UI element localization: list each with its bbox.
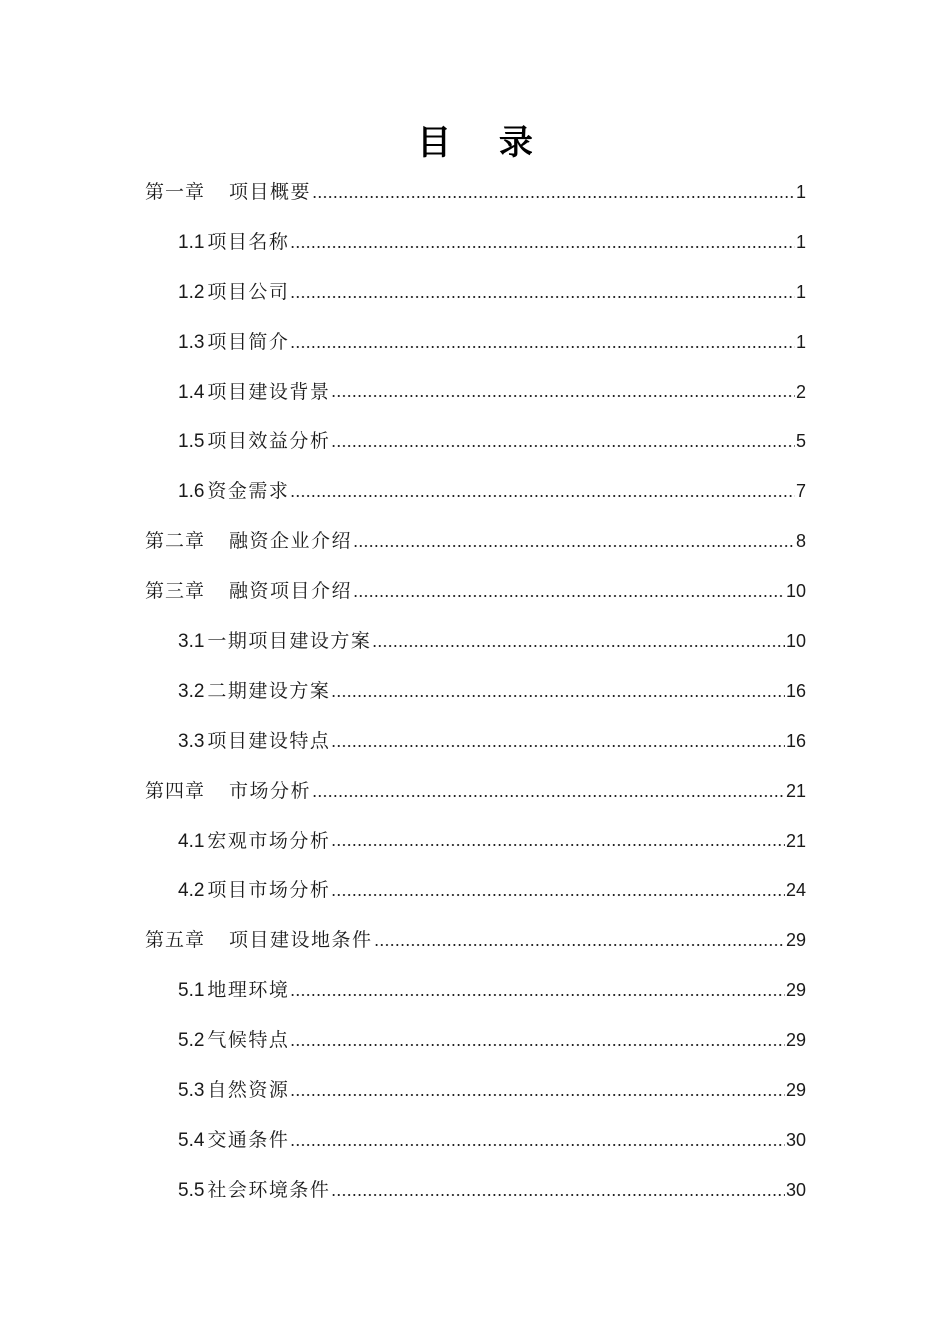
dot-leader — [290, 495, 795, 497]
page-number: 16 — [785, 730, 806, 751]
toc-entry-5-1[interactable] — [145, 966, 806, 1016]
section-number: 5.2 — [178, 1030, 205, 1052]
page-number: 2 — [795, 381, 806, 402]
toc-entry-4-1[interactable] — [145, 817, 806, 867]
dot-leader — [374, 944, 785, 946]
toc-entry-5-4[interactable] — [145, 1116, 806, 1166]
section-number: 5.4 — [178, 1129, 205, 1151]
entry-label: 资金需求 — [207, 481, 290, 503]
table-of-contents — [145, 168, 806, 1216]
entry-label: 项目公司 — [207, 281, 290, 303]
entry-label: 宏观市场分析 — [207, 830, 331, 852]
entry-label: 市场分析 — [229, 780, 312, 802]
entry-label: 项目效益分析 — [207, 431, 331, 453]
section-number: 4.1 — [178, 830, 205, 852]
entry-label: 一期项目建设方案 — [207, 631, 372, 653]
section-number: 5.5 — [178, 1179, 205, 1201]
page-number: 21 — [785, 780, 806, 801]
dot-leader — [372, 645, 785, 647]
entry-label: 气候特点 — [207, 1030, 290, 1052]
entry-label: 项目概要 — [229, 182, 312, 203]
toc-entry-1-1[interactable] — [145, 218, 806, 268]
page-number: 1 — [795, 331, 806, 352]
section-number: 1.3 — [178, 331, 205, 353]
page-number: 1 — [795, 231, 806, 252]
entry-label: 融资企业介绍 — [229, 531, 353, 553]
page-number: 21 — [785, 830, 806, 851]
toc-entry-chapter-1[interactable] — [145, 168, 806, 218]
page-number: 7 — [795, 481, 806, 502]
page-number: 29 — [785, 1080, 806, 1101]
entry-label: 项目名称 — [207, 231, 290, 253]
toc-entry-5-2[interactable] — [145, 1016, 806, 1066]
dot-leader — [290, 346, 795, 348]
chapter-number: 第一章 — [145, 182, 206, 203]
toc-entry-4-2[interactable] — [145, 866, 806, 916]
dot-leader — [312, 795, 785, 797]
toc-entry-1-2[interactable] — [145, 268, 806, 318]
toc-entry-1-3[interactable] — [145, 318, 806, 368]
chapter-number: 第二章 — [145, 531, 206, 553]
toc-entry-5-5[interactable] — [145, 1166, 806, 1216]
page-number: 10 — [785, 631, 806, 652]
toc-entry-1-5[interactable] — [145, 417, 806, 467]
entry-label: 项目建设背景 — [207, 381, 331, 403]
page-number: 1 — [795, 281, 806, 302]
dot-leader — [290, 994, 785, 996]
toc-entry-chapter-3[interactable] — [145, 567, 806, 617]
section-number: 5.1 — [178, 980, 205, 1002]
entry-label: 项目建设地条件 — [229, 930, 373, 952]
entry-label: 融资项目介绍 — [229, 581, 353, 603]
dot-leader — [353, 545, 795, 547]
page-number: 5 — [795, 431, 806, 452]
dot-leader — [312, 196, 795, 198]
page-number: 10 — [785, 581, 806, 602]
dot-leader — [290, 1044, 785, 1046]
dot-leader — [353, 595, 785, 597]
toc-entry-3-1[interactable] — [145, 617, 806, 667]
toc-entry-chapter-5[interactable] — [145, 916, 806, 966]
toc-entry-5-3[interactable] — [145, 1066, 806, 1116]
section-number: 1.2 — [178, 281, 205, 303]
section-number: 3.3 — [178, 730, 205, 752]
section-number: 1.4 — [178, 381, 205, 403]
entry-label: 交通条件 — [207, 1129, 290, 1151]
page-number: 29 — [785, 930, 806, 951]
page-number: 29 — [785, 1030, 806, 1051]
toc-entry-1-6[interactable] — [145, 467, 806, 517]
section-number: 3.1 — [178, 631, 205, 653]
dot-leader — [290, 296, 795, 298]
chapter-number: 第四章 — [145, 780, 206, 802]
chapter-number: 第三章 — [145, 581, 206, 603]
toc-title: 目 录 — [417, 123, 551, 163]
dot-leader — [290, 246, 795, 248]
dot-leader — [290, 1144, 785, 1146]
page-number: 1 — [795, 182, 806, 202]
toc-entry-3-2[interactable] — [145, 667, 806, 717]
dot-leader — [331, 445, 795, 447]
dot-leader — [331, 894, 785, 896]
page-number: 30 — [785, 1129, 806, 1150]
entry-label: 项目简介 — [207, 331, 290, 353]
dot-leader — [331, 745, 785, 747]
dot-leader — [331, 695, 785, 697]
section-number: 1.6 — [178, 481, 205, 503]
section-number: 5.3 — [178, 1080, 205, 1102]
page-number: 16 — [785, 680, 806, 701]
entry-label: 地理环境 — [207, 980, 290, 1002]
page-number: 8 — [795, 531, 806, 552]
toc-entry-chapter-2[interactable] — [145, 517, 806, 567]
toc-entry-3-3[interactable] — [145, 717, 806, 767]
page-number: 30 — [785, 1179, 806, 1200]
section-number: 1.1 — [178, 231, 205, 253]
section-number: 4.2 — [178, 880, 205, 902]
toc-entry-chapter-4[interactable] — [145, 767, 806, 817]
page-number: 24 — [785, 880, 806, 901]
entry-label: 二期建设方案 — [207, 680, 331, 702]
chapter-number: 第五章 — [145, 930, 206, 952]
entry-label: 自然资源 — [207, 1080, 290, 1102]
entry-label: 项目建设特点 — [207, 730, 331, 752]
entry-label: 社会环境条件 — [207, 1179, 331, 1201]
page-number: 29 — [785, 980, 806, 1001]
dot-leader — [331, 844, 785, 846]
dot-leader — [290, 1094, 785, 1096]
section-number: 1.5 — [178, 431, 205, 453]
toc-entry-1-4[interactable] — [145, 368, 806, 418]
dot-leader — [331, 1194, 785, 1196]
entry-label: 项目市场分析 — [207, 880, 331, 902]
dot-leader — [331, 395, 795, 397]
section-number: 3.2 — [178, 680, 205, 702]
